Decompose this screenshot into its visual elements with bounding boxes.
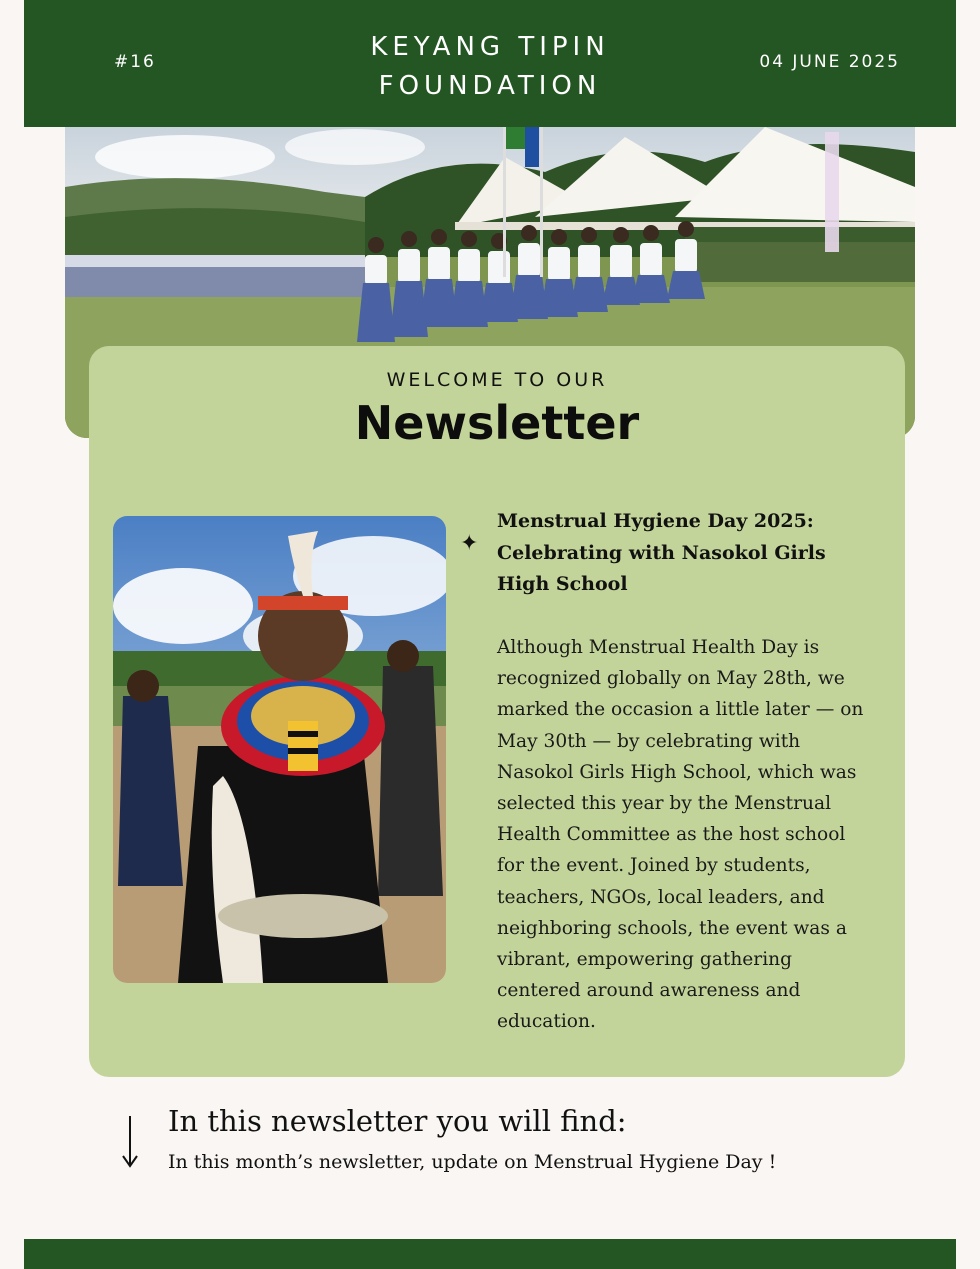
foundation-title-line1: KEYANG TIPIN: [370, 32, 610, 62]
foundation-title-line2: FOUNDATION: [378, 71, 602, 101]
footer-bar: [24, 1239, 956, 1269]
contents-heading: In this newsletter you will find:: [168, 1104, 627, 1138]
issue-date: 04 JUNE 2025: [759, 52, 900, 72]
newsletter-header: [24, 0, 956, 127]
issue-number: #16: [114, 52, 156, 72]
article-title: Menstrual Hygiene Day 2025: Celebrating with Nasokol Girls High School: [497, 510, 826, 595]
photo-illustration: [113, 516, 446, 983]
photo-woman-beaded-necklace: [113, 516, 446, 983]
sparkle-icon: ✦: [460, 531, 479, 556]
arrow-down-icon: [118, 1112, 142, 1172]
contents-text: In this month’s newsletter, update on Menstrual Hygiene Day !: [168, 1151, 777, 1173]
article-body: Although Menstrual Health Day is recognized globally on May 28th, we marked the occasion a little later — on May 30th — by celebrating with Nasokol Girls High School, which was selected this year by the Menstrual Health Committee as the host school for the event. Joined by students, teachers, NGOs, local leaders, and neighboring schools, the event was a vibrant, empowering gathering centered around awareness and education.: [497, 637, 864, 1033]
welcome-card: [89, 346, 905, 1077]
newsletter-heading: Newsletter: [354, 396, 640, 450]
welcome-label: WELCOME TO OUR: [386, 369, 608, 391]
